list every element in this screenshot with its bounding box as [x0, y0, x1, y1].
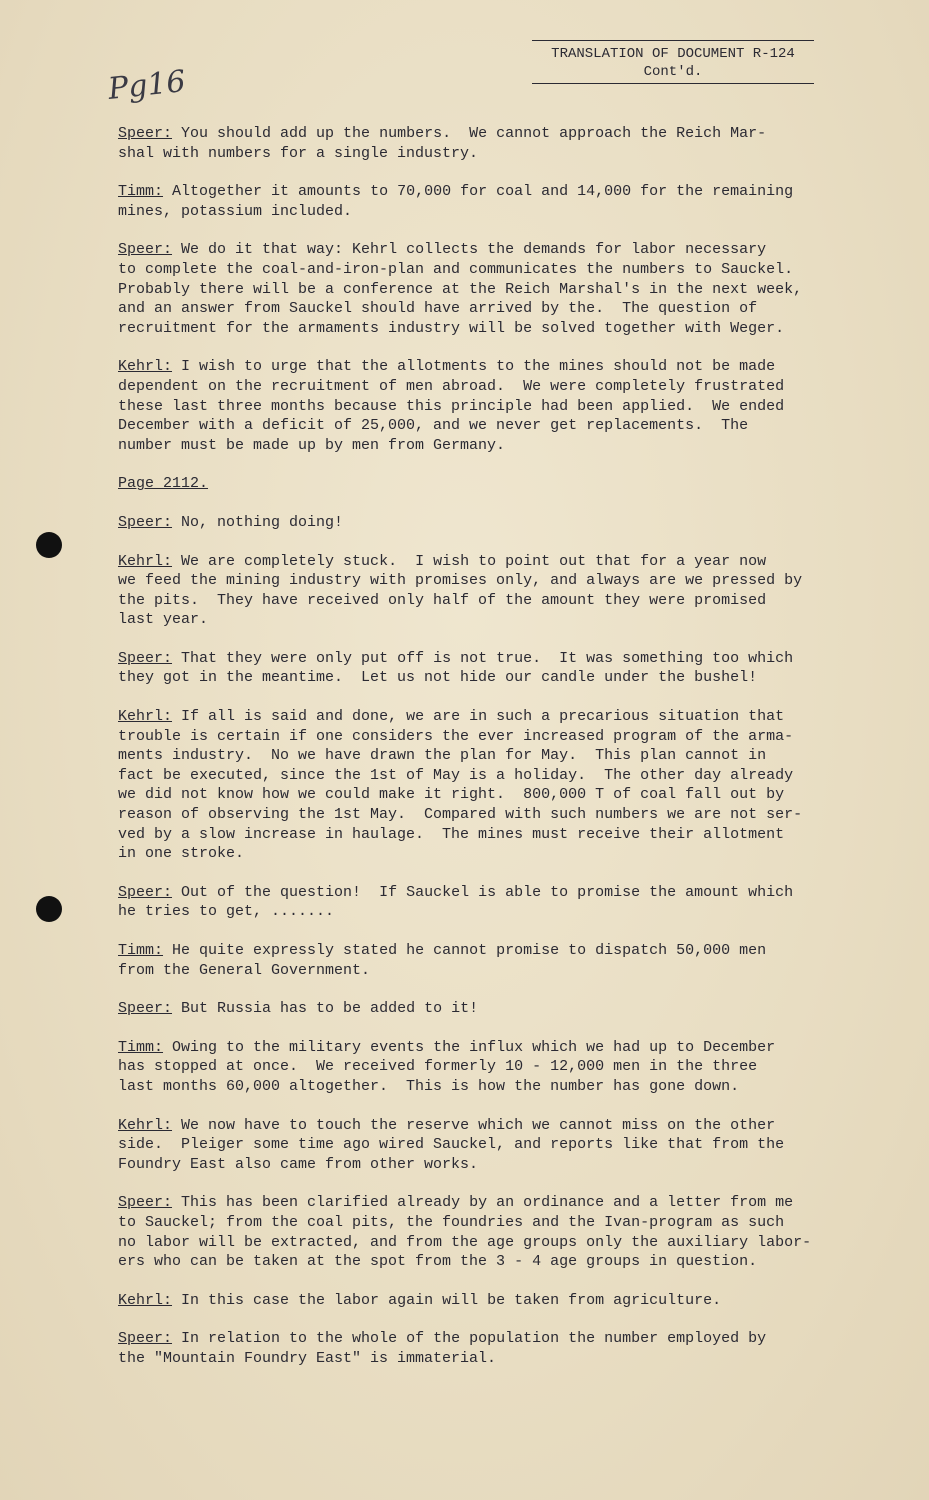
paragraph-text: I wish to urge that the allotments to the mines should not be made dependent on the recruitment of men abroad. We were completely frustrated these last three months because this principle had been applied. We ended December with a deficit of 25,000, and we never get replacements. The number must be made up by men from Germany.: [118, 358, 785, 454]
speaker-label: Kehrl:: [118, 708, 173, 726]
document-title: TRANSLATION OF DOCUMENT R-124: [551, 46, 795, 62]
paragraph: [118, 649, 858, 688]
handwritten-page-note: Pg16: [106, 64, 188, 107]
paragraph-text: Out of the question! If Sauckel is able to promise the amount which he tries to get, .......: [118, 883, 794, 921]
paragraph-text: In relation to the whole of the population the number employed by the "Mountain Foundry East" is immaterial.: [118, 1330, 767, 1367]
speaker-label: Speer:: [118, 649, 173, 667]
paragraph: [118, 941, 858, 980]
paragraph: [118, 124, 858, 163]
speaker-label: Kehrl:: [118, 1291, 173, 1309]
paragraph: [118, 883, 858, 922]
header-rule-top: [532, 40, 814, 41]
page-reference: [118, 474, 858, 494]
speaker-label: Timm:: [118, 183, 164, 201]
speaker-label: Speer:: [118, 241, 173, 259]
paragraph: [118, 1038, 858, 1097]
speaker-label: Speer:: [118, 513, 173, 531]
paragraph-text: In this case the labor again will be taken from agriculture.: [181, 1291, 722, 1309]
paragraph-text: That they were only put off is not true. It was something too which they got in the meantime. Let us not hide our candle under the bushel!: [118, 649, 794, 687]
speaker-label: Speer:: [118, 1330, 173, 1348]
paragraph-text: He quite expressly stated he cannot promise to dispatch 50,000 men from the General Government.: [118, 942, 767, 979]
paragraph: [118, 1193, 858, 1271]
speaker-label: Kehrl:: [118, 1116, 173, 1134]
speaker-label: Timm:: [118, 942, 164, 959]
paragraph-text: If all is said and done, we are in such a precarious situation that trouble is certain if one considers the ever increased program of the arma- ments industry. No we have drawn the plan for May. This plan cannot in fact be executed, since the 1st of May is a holiday. The other day already we did not know how we could make it right. 800,000 T of coal fall out by reason of observing the 1st May. Compared with such numbers we are not ser- ved by a slow increase in haulage. The mines must receive their allotment in one stroke.: [118, 708, 803, 863]
paragraph-text: We are completely stuck. I wish to point out that for a year now we feed the mining industry with promises only, and always are we pressed by the pits. They have received only half of the amount they were promised last year.: [118, 552, 803, 629]
paragraph-text: This has been clarified already by an ordinance and a letter from me to Sauckel; from the coal pits, the foundries and the Ivan-program as such no labor will be extracted, and from the age groups only the auxiliary labor- ers who can be taken at the spot from the 3 - 4 age groups in question.: [118, 1194, 812, 1271]
speaker-label: Kehrl:: [118, 552, 173, 570]
paragraph: [118, 1116, 858, 1175]
paragraph-text: Altogether it amounts to 70,000 for coal and 14,000 for the remaining mines, potassium included.: [118, 183, 794, 220]
paragraph-text: But Russia has to be added to it!: [181, 1000, 479, 1018]
punch-hole: [36, 896, 62, 922]
transcript-body: [118, 124, 858, 1388]
paragraph-text: You should add up the numbers. We cannot approach the Reich Mar- shal with numbers for a single industry.: [118, 125, 767, 162]
header-rule-bottom: [532, 83, 814, 84]
speaker-label: Timm:: [118, 1038, 164, 1056]
paragraph: [118, 999, 858, 1019]
paragraph: [118, 357, 858, 455]
paragraph: [118, 707, 858, 864]
paragraph: [118, 1291, 858, 1311]
speaker-label: Speer:: [118, 883, 173, 901]
paragraph: [118, 240, 858, 338]
paragraph: [118, 552, 858, 630]
paragraph: [118, 513, 858, 533]
paragraph-text: No, nothing doing!: [181, 513, 344, 531]
speaker-label: Speer:: [118, 125, 173, 142]
paragraph: [118, 182, 858, 221]
document-header: [532, 40, 814, 84]
page-reference-text: Page 2112.: [118, 475, 209, 493]
paragraph: [118, 1329, 858, 1368]
speaker-label: Kehrl:: [118, 358, 173, 376]
punch-hole: [36, 532, 62, 558]
paragraph-text: We now have to touch the reserve which we cannot miss on the other side. Pleiger some time ago wired Sauckel, and reports like that from the Foundry East also came from other works.: [118, 1116, 785, 1173]
speaker-label: Speer:: [118, 1000, 173, 1018]
paragraph-text: We do it that way: Kehrl collects the demands for labor necessary to complete the coal-and-iron-plan and communicates the numbers to Sauckel. Probably there will be a conference at the Reich Marshal's in the next week, and an answer from Sauckel should have arrived by the. The question of recruitment for the armaments industry will be solved together with Weger.: [118, 241, 803, 337]
paragraph-text: Owing to the military events the influx which we had up to December has stopped at once. We received formerly 10 - 12,000 men in the three last months 60,000 altogether. This is how the number has gone down.: [118, 1038, 776, 1095]
document-subtitle: Cont'd.: [643, 64, 703, 80]
speaker-label: Speer:: [118, 1194, 173, 1212]
